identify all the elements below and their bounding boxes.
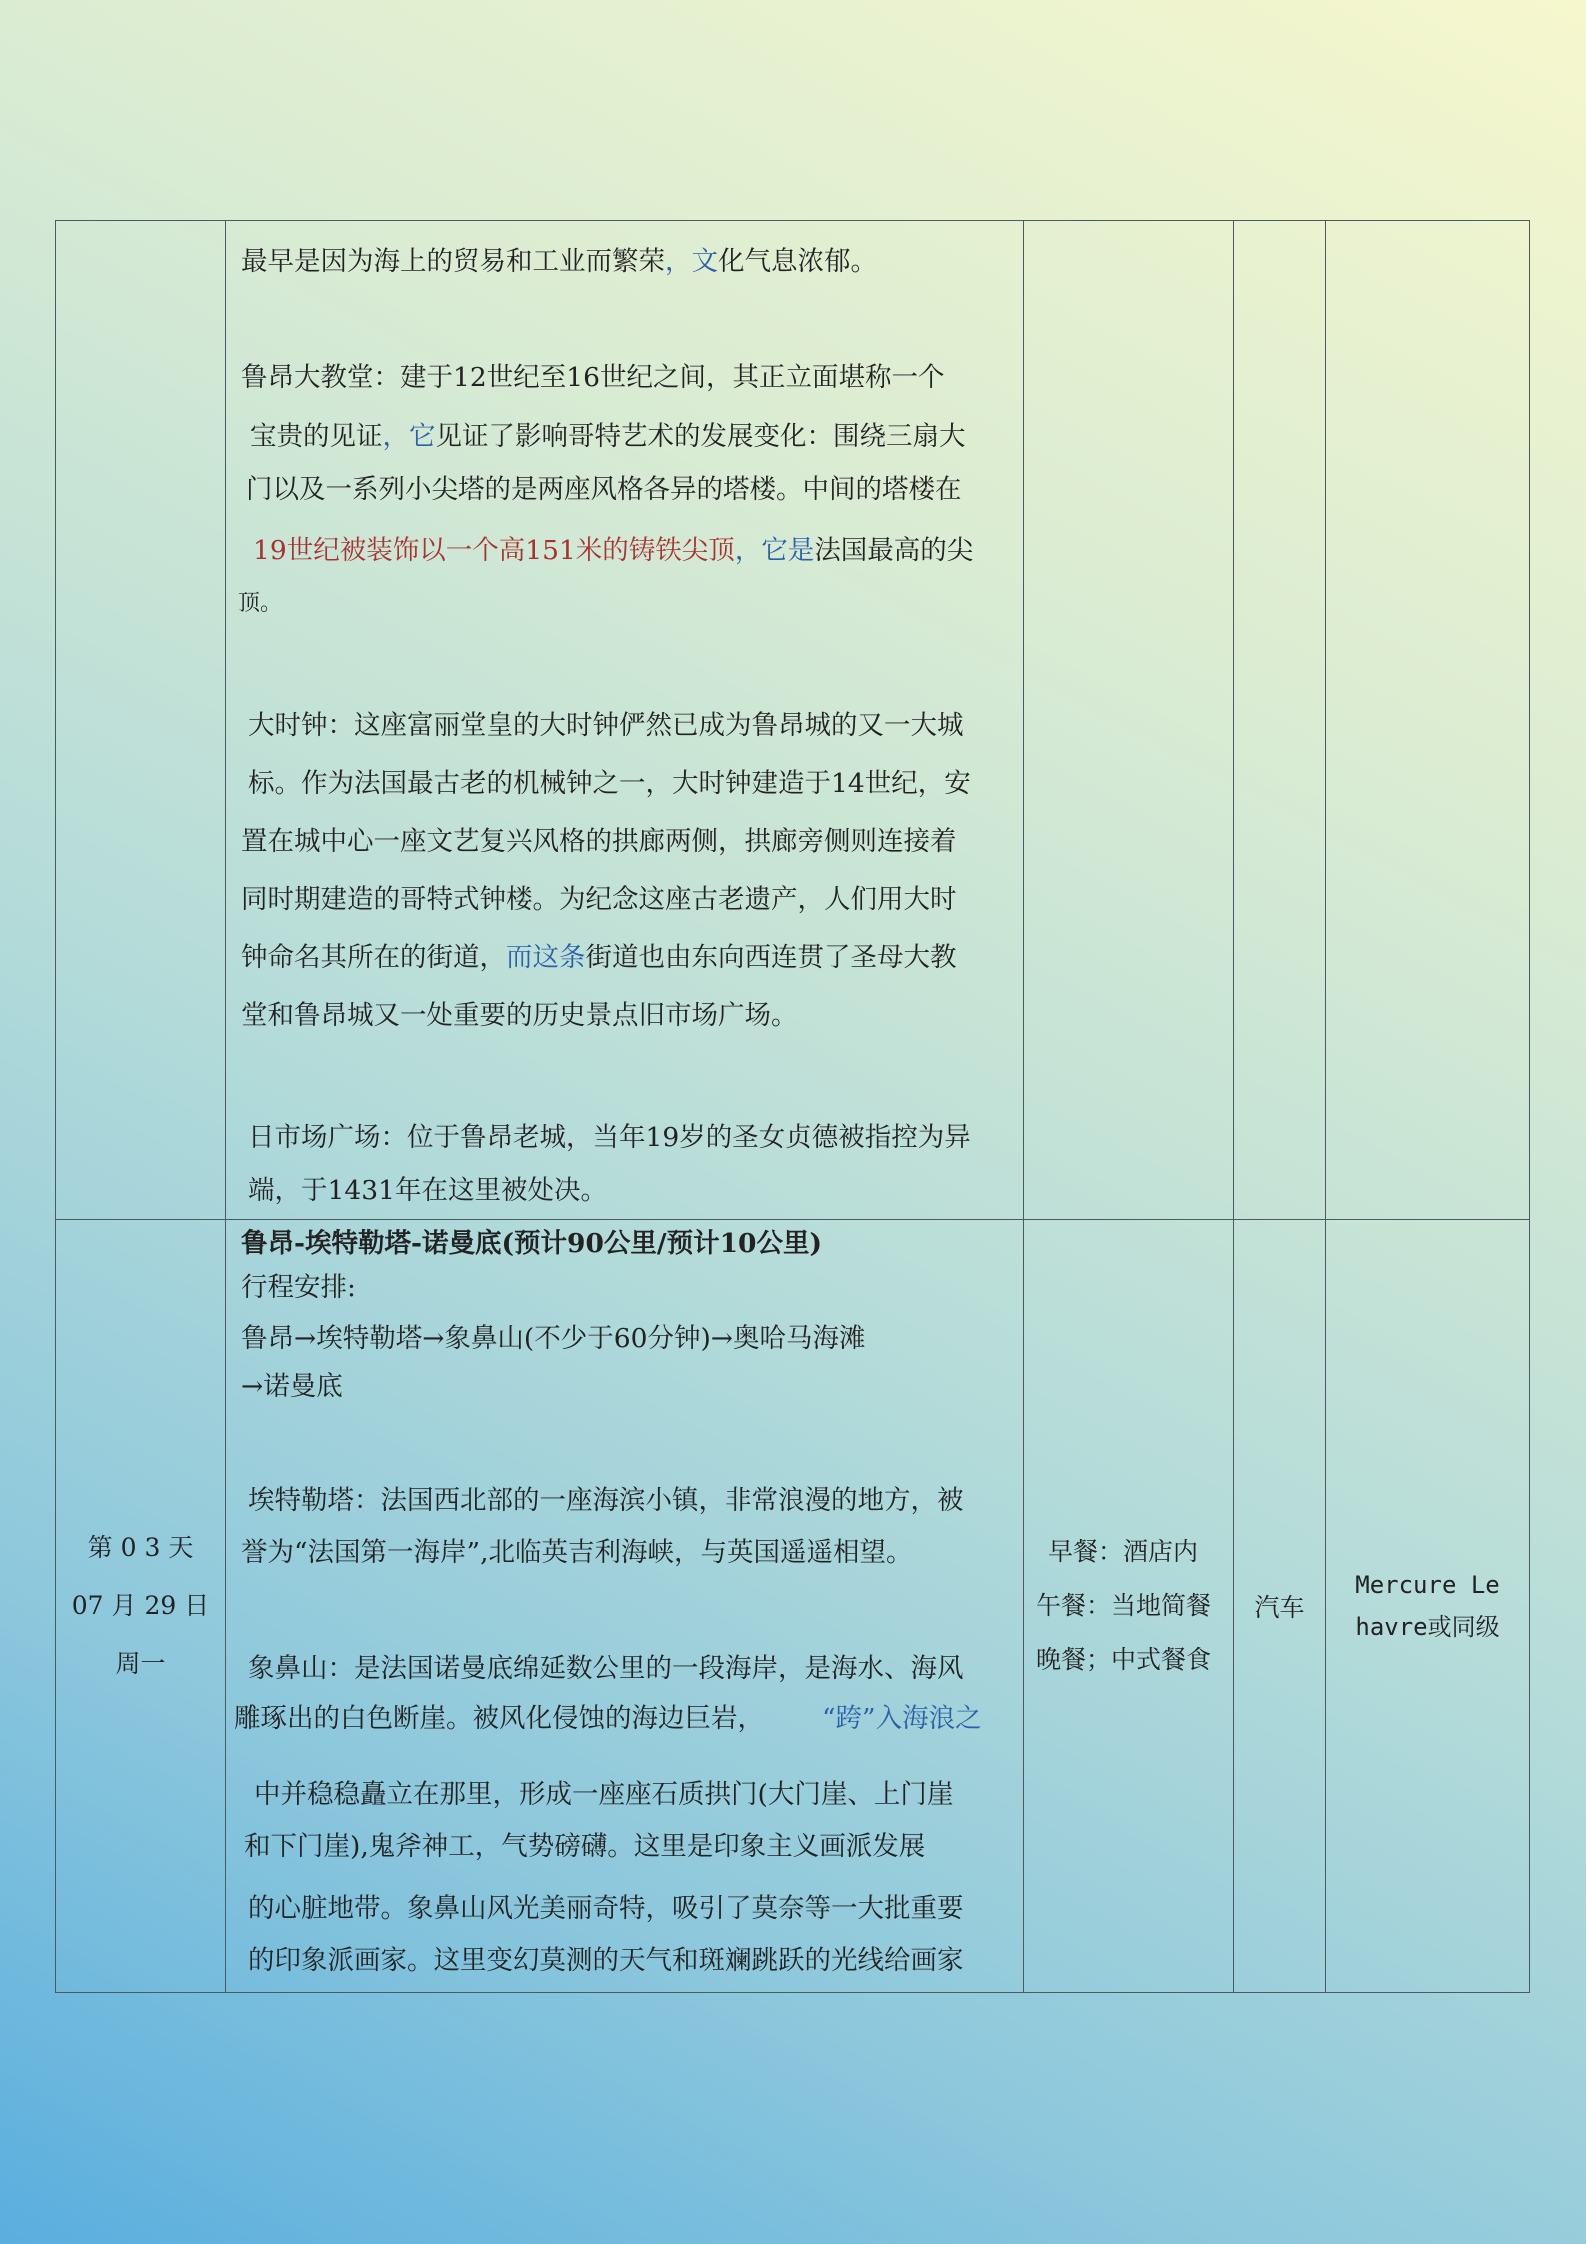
hotel-name-line-2: havre或同级 — [1355, 1613, 1500, 1641]
etretat-line-1: 埃特勒塔：法国西北部的一座海滨小镇，非常浪漫的地方，被 — [248, 1485, 964, 1516]
meal-dinner: 晚餐；中式餐食 — [1036, 1645, 1212, 1674]
route-line-2: →诺曼底 — [241, 1371, 343, 1402]
needle-line-1: 象鼻山：是法国诺曼底绵延数公里的一段海岸，是海水、海风 — [248, 1653, 964, 1684]
table-row — [56, 221, 1530, 1220]
meal-lunch: 午餐：当地简餐 — [1036, 1591, 1212, 1620]
etretat-line-2: 誉为“法国第一海岸”,北临英吉利海峡，与英国遥遥相望。 — [241, 1537, 913, 1568]
cathedral-line-5: 顶。 — [238, 591, 283, 616]
meal-cell — [1024, 221, 1234, 1220]
day-cell — [56, 1220, 226, 1993]
needle-line-6: 的印象派画家。这里变幻莫测的天气和斑斓跳跃的光线给画家 — [248, 1945, 964, 1976]
hotel-name-line-1: Mercure Le — [1355, 1571, 1500, 1599]
day-number: 第 0 3 天 — [87, 1533, 194, 1562]
clock-line-5: 钟命名其所在的街道，而这条街道也由东向西连贯了圣母大教 — [241, 942, 957, 973]
needle-line-5: 的心脏地带。象鼻山风光美丽奇特，吸引了莫奈等一大批重要 — [248, 1893, 964, 1924]
transport-value: 汽车 — [1254, 1593, 1305, 1622]
clock-line-6: 堂和鲁昂城又一处重要的历史景点旧市场广场。 — [241, 1000, 798, 1031]
day-date: 07 月 29 日 — [71, 1591, 210, 1620]
clock-line-4: 同时期建造的哥特式钟楼。为纪念这座古老遗产，人们用大时 — [241, 884, 957, 915]
transport-cell — [1234, 221, 1326, 1220]
table-row — [56, 1220, 1530, 1993]
market-line-1: 日市场广场：位于鲁昂老城，当年19岁的圣女贞德被指控为异 — [248, 1122, 971, 1153]
schedule-label: 行程安排: — [241, 1272, 356, 1303]
clock-line-2: 标。作为法国最古老的机械钟之一，大时钟建造于14世纪，安 — [248, 768, 971, 799]
hotel-cell — [1326, 221, 1530, 1220]
cathedral-line-2: 宝贵的见证，它见证了影响哥特艺术的发展变化：围绕三扇大 — [250, 421, 966, 452]
clock-line-3: 置在城中心一座文艺复兴风格的拱廊两侧，拱廊旁侧则连接着 — [241, 826, 957, 857]
transport-cell — [1234, 1220, 1326, 1993]
cathedral-line-3: 门以及一系列小尖塔的是两座风格各异的塔楼。中间的塔楼在 — [246, 474, 962, 505]
day-title: 鲁昂-埃特勒塔-诺曼底(预计90公里/预计10公里) — [241, 1228, 823, 1259]
cathedral-line-4: 19世纪被装饰以一个高151米的铸铁尖顶，它是法国最高的尖 — [253, 535, 974, 566]
needle-line-4: 和下门崖),鬼斧神工，气势磅礴。这里是印象主义画派发展 — [244, 1831, 926, 1862]
description-cell — [226, 1220, 1024, 1993]
intro-line: 最早是因为海上的贸易和工业而繁荣，文化气息浓郁。 — [241, 246, 877, 277]
day-weekday: 周一 — [115, 1649, 166, 1678]
hotel-cell — [1326, 1220, 1530, 1993]
meal-breakfast: 早餐：酒店内 — [1048, 1537, 1199, 1566]
needle-line-2: 雕琢出的白色断崖。被风化侵蚀的海边巨岩， “跨”入海浪之 — [234, 1703, 982, 1734]
market-line-2: 端，于1431年在这里被处决。 — [248, 1175, 607, 1206]
meal-cell — [1024, 1220, 1234, 1993]
itinerary-table — [55, 220, 1530, 1993]
clock-line-1: 大时钟：这座富丽堂皇的大时钟俨然已成为鲁昂城的又一大城 — [248, 710, 964, 741]
cathedral-line-1: 鲁昂大教堂：建于12世纪至16世纪之间，其正立面堪称一个 — [241, 362, 945, 393]
route-line-1: 鲁昂→埃特勒塔→象鼻山(不少于60分钟)→奥哈马海滩 — [241, 1323, 866, 1354]
day-cell — [56, 221, 226, 1220]
needle-line-3: 中并稳稳矗立在那里，形成一座座石质拱门(大门崖、上门崖 — [254, 1779, 954, 1810]
description-cell — [226, 221, 1024, 1220]
